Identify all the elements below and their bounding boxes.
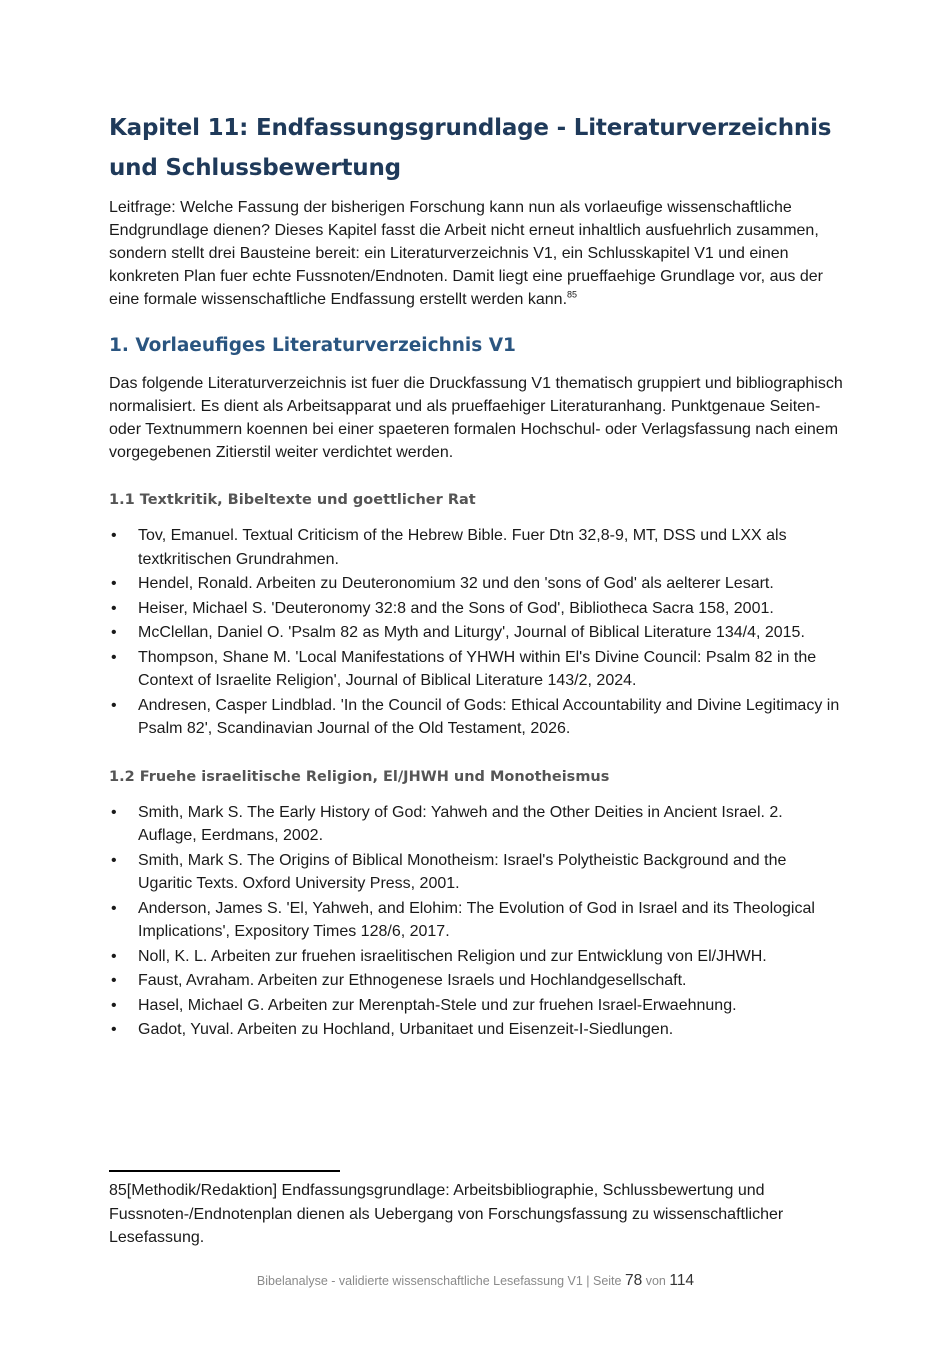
intro-paragraph [109,196,844,311]
list-item: • Thompson, Shane M. 'Local Manifestations of YHWH within El's Divine Council: Psalm 82 in the Context of Israelite Religion', Journal of Biblical Literature 143/2, 2024. [109,646,844,693]
page-content [109,108,844,1043]
bibliography-list-1-2 [109,801,844,1042]
page-footer [0,1272,951,1290]
list-item: • Hasel, Michael G. Arbeiten zur Merenptah-Stele und zur fruehen Israel-Erwaehnung. [109,994,844,1018]
section-heading: 1. Vorlaeufiges Literaturverzeichnis V1 [109,335,516,356]
list-item: • Gadot, Yuval. Arbeiten zu Hochland, Urbanitaet und Eisenzeit-I-Siedlungen. [109,1018,844,1042]
list-item: • Anderson, James S. 'El, Yahweh, and Elohim: The Evolution of God in Israel and its Theological Implications', Expository Times 128/6, 2017. [109,897,844,944]
chapter-title: Kapitel 11: Endfassungsgrundlage - Literaturverzeichnis und Schlussbewertung [109,115,832,181]
list-item: • Smith, Mark S. The Early History of God: Yahweh and the Other Deities in Ancient Israel. 2. Auflage, Eerdmans, 2002. [109,801,844,848]
subsection-heading-1-1: 1.1 Textkritik, Bibeltexte und goettlicher Rat [109,492,476,508]
list-item: • Heiser, Michael S. 'Deuteronomy 32:8 and the Sons of God', Bibliotheca Sacra 158, 2001. [109,597,844,621]
list-item: • McClellan, Daniel O. 'Psalm 82 as Myth and Liturgy', Journal of Biblical Literature 134/4, 2015. [109,621,844,645]
list-item: • Tov, Emanuel. Textual Criticism of the Hebrew Bible. Fuer Dtn 32,8-9, MT, DSS und LXX als textkritischen Grundrahmen. [109,524,844,571]
footer-text: Bibelanalyse - validierte wissenschaftliche Lesefassung V1 | Seite [256,1274,622,1288]
section-paragraph: Das folgende Literaturverzeichnis ist fuer die Druckfassung V1 thematisch gruppiert und bibliographisch normalisiert. Es dient als Arbeitsapparat und als prueffaehiger Literaturanhang. Punktgenaue Seiten- oder Textnummern koennen bei einer spaeteren formalen Hochschul- oder Verlagsfassung nach einem vorgegebenen Zitierstil weiter verdichtet werden. [109,375,843,461]
page-total: 114 [669,1272,695,1289]
footnote: 85[Methodik/Redaktion] Endfassungsgrundlage: Arbeitsbibliographie, Schlussbewertung und Fussnoten-/Endnotenplan dienen als Uebergang von Forschungsfassung zu wissenschaftlicher Lesefassung. [109,1182,784,1246]
list-item: • Smith, Mark S. The Origins of Biblical Monotheism: Israel's Polytheistic Background and the Ugaritic Texts. Oxford University Press, 2001. [109,849,844,896]
footnote-reference[interactable]: 85 [567,289,578,300]
list-item: • Andresen, Casper Lindblad. 'In the Council of Gods: Ethical Accountability and Divine Legitimacy in Psalm 82', Scandinavian Journal of the Old Testament, 2026. [109,694,844,741]
page-number: 78 [624,1272,643,1289]
list-item: • Faust, Avraham. Arbeiten zur Ethnogenese Israels und Hochlandgesellschaft. [109,969,844,993]
footer-of: von [645,1274,666,1288]
footnote-separator [109,1170,340,1172]
intro-text: Leitfrage: Welche Fassung der bisherigen Forschung kann nun als vorlaeufige wissenschaftliche Endgrundlage dienen? Dieses Kapitel fasst die Arbeit nicht erneut inhaltlich ausfuehrlich zusammen, sondern stellt drei Bausteine bereit: ein Literaturverzeichnis V1, ein Schlusskapitel V1 und einen konkreten Plan fuer echte Fussnoten/Endnoten. Damit liegt eine prueffaehige Grundlage vor, aus der eine formale wissenschaftliche Endfassung erstellt werden kann. [109,199,823,308]
list-item: • Hendel, Ronald. Arbeiten zu Deuteronomium 32 und den 'sons of God' als aelterer Lesart. [109,572,844,596]
bibliography-list-1-1 [109,524,844,741]
subsection-heading-1-2: 1.2 Fruehe israelitische Religion, El/JHWH und Monotheismus [109,768,610,785]
list-item: • Noll, K. L. Arbeiten zur fruehen israelitischen Religion und zur Entwicklung von El/JHWH. [109,945,844,969]
